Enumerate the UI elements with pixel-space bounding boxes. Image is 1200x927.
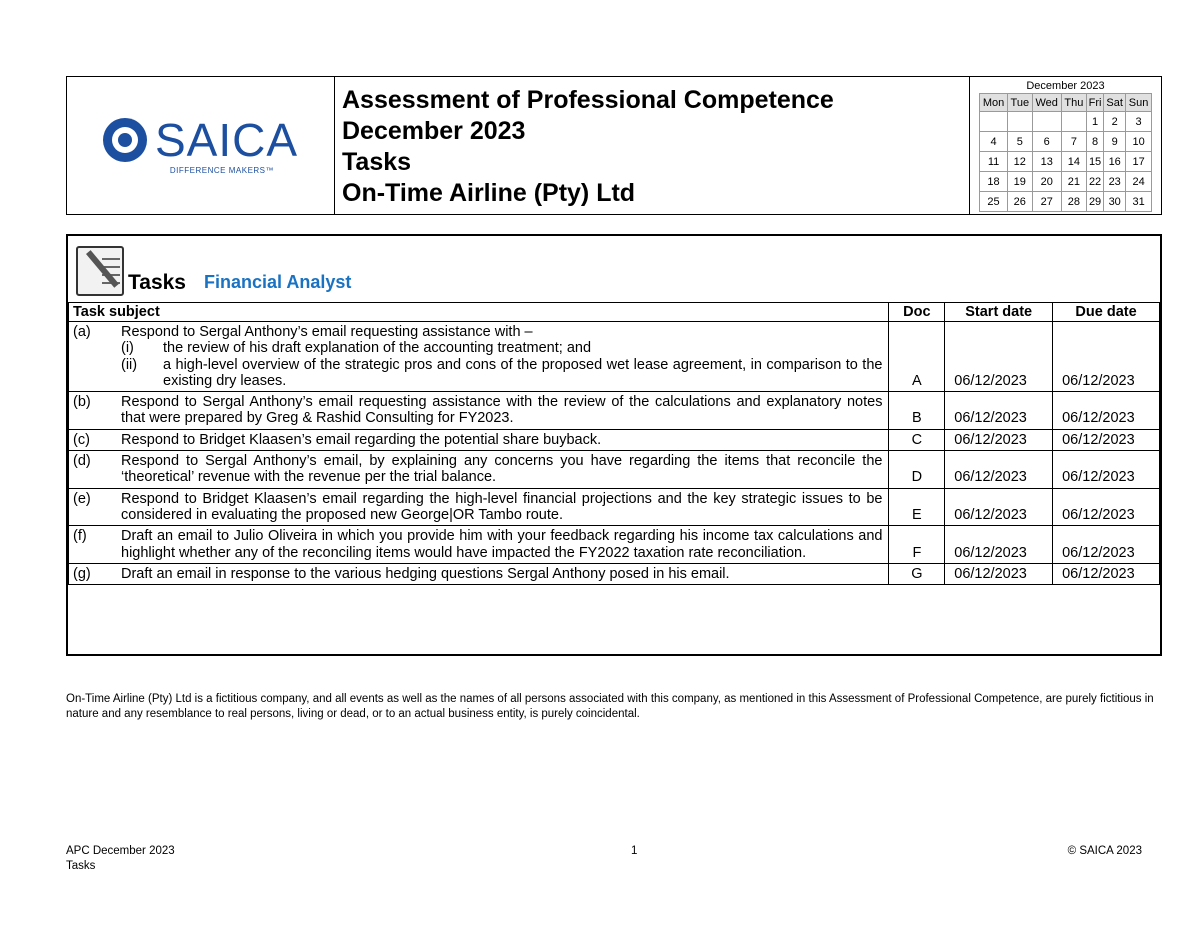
task-doc: D <box>889 451 945 489</box>
col-header-doc: Doc <box>889 303 945 322</box>
calendar-date: 15 <box>1086 152 1103 172</box>
task-code: (b) <box>73 394 91 411</box>
calendar-day-header: Mon <box>980 94 1008 112</box>
task-subject <box>69 392 889 430</box>
subitem-number: (ii) <box>121 356 138 373</box>
task-code: (a) <box>73 324 91 340</box>
disclaimer: On-Time Airline (Pty) Ltd is a fictitious company, and all events as well as the names of all persons associated with this company, as mentioned in this Assessment of Professional Competence, are purely fictitious in nature and any resemblance to real persons, living or dead, or to an actual business entity, is purely coincidental. <box>66 693 1154 720</box>
calendar-date: 10 <box>1126 132 1152 152</box>
task-code: (d) <box>73 453 91 470</box>
task-due-date: 06/12/2023 <box>1053 451 1160 489</box>
subitem-text: a high-level overview of the strategic pros and cons of the proposed wet lease agreement, in comparison to the existing dry leases. <box>163 356 883 389</box>
task-subject <box>69 322 889 392</box>
calendar-week <box>980 112 1152 132</box>
task-doc: A <box>889 322 945 392</box>
subitem-number: (i) <box>121 340 134 357</box>
task-due-date: 06/12/2023 <box>1053 488 1160 526</box>
title-line-1: Assessment of Professional Competence <box>342 86 834 114</box>
role-label: Financial Analyst <box>204 272 352 292</box>
saica-emblem-icon <box>103 118 147 162</box>
task-text: Draft an email in response to the various hedging questions Sergal Anthony posed in his email. <box>121 565 730 582</box>
calendar-day-header: Fri <box>1086 94 1103 112</box>
task-doc: C <box>889 429 945 450</box>
page-number: 1 <box>631 845 638 857</box>
task-code: (f) <box>73 528 87 545</box>
task-code: (g) <box>73 565 91 582</box>
title-line-4: On-Time Airline (Pty) Ltd <box>342 179 636 207</box>
task-subject <box>69 488 889 526</box>
task-doc: F <box>889 526 945 564</box>
calendar-week <box>980 172 1152 192</box>
calendar-day-header: Tue <box>1008 94 1032 112</box>
task-text: Respond to Bridget Klaasen’s email regarding the potential share buyback. <box>121 431 602 448</box>
task-row <box>69 563 1160 584</box>
task-row <box>69 526 1160 564</box>
task-code: (e) <box>73 490 91 507</box>
calendar-date: 2 <box>1104 112 1126 132</box>
task-table-header <box>69 303 1160 322</box>
task-row <box>69 392 1160 430</box>
task-text: Respond to Bridget Klaasen’s email regarding the high-level financial projections and the key strategic issues to be considered in evaluating the proposed new George|OR Tambo route. <box>121 490 883 523</box>
task-subject <box>69 526 889 564</box>
task-start-date: 06/12/2023 <box>945 563 1053 584</box>
calendar-date: 6 <box>1032 132 1061 152</box>
task-text: Respond to Sergal Anthony’s email requesting assistance with – <box>121 324 533 340</box>
calendar-day-header: Wed <box>1032 94 1061 112</box>
task-text: Respond to Sergal Anthony’s email requesting assistance with the review of the calculations and explanatory notes that were prepared by Greg & Rashid Consulting for FY2023. <box>121 394 883 427</box>
calendar-date <box>1061 112 1086 132</box>
calendar-date: 24 <box>1126 172 1152 192</box>
task-text: Respond to Sergal Anthony’s email, by explaining any concerns you have regarding the items that reconcile the ‘theoretical’ revenue with the revenue per the trial balance. <box>121 453 883 486</box>
task-row <box>69 451 1160 489</box>
subitem-text: the review of his draft explanation of the accounting treatment; and <box>163 340 592 357</box>
calendar-date: 31 <box>1126 192 1152 212</box>
notepad-pencil-icon <box>76 246 124 296</box>
footer-doc-name: APC December 2023 <box>66 845 175 857</box>
task-doc: B <box>889 392 945 430</box>
calendar-day-header: Thu <box>1061 94 1086 112</box>
task-row <box>69 488 1160 526</box>
footer-section: Tasks <box>66 860 96 872</box>
task-doc: G <box>889 563 945 584</box>
title-line-3: Tasks <box>342 148 412 176</box>
calendar-date: 20 <box>1032 172 1061 192</box>
calendar-date: 17 <box>1126 152 1152 172</box>
task-due-date: 06/12/2023 <box>1053 429 1160 450</box>
task-code: (c) <box>73 431 90 448</box>
calendar-week <box>980 132 1152 152</box>
calendar-date: 28 <box>1061 192 1086 212</box>
calendar-date: 23 <box>1104 172 1126 192</box>
calendar-date: 1 <box>1086 112 1103 132</box>
calendar-date <box>1032 112 1061 132</box>
calendar-date: 12 <box>1008 152 1032 172</box>
calendar-date: 25 <box>980 192 1008 212</box>
calendar-date <box>1008 112 1032 132</box>
calendar-week <box>980 192 1152 212</box>
title-line-2: December 2023 <box>342 117 526 145</box>
task-subitem <box>121 357 882 390</box>
task-due-date: 06/12/2023 <box>1053 392 1160 430</box>
task-subject <box>69 451 889 489</box>
document-header <box>66 76 1162 215</box>
calendar-date: 7 <box>1061 132 1086 152</box>
task-start-date: 06/12/2023 <box>945 526 1053 564</box>
calendar-date: 14 <box>1061 152 1086 172</box>
title-cell <box>335 77 970 214</box>
calendar <box>970 77 1161 214</box>
task-due-date: 06/12/2023 <box>1053 526 1160 564</box>
task-doc: E <box>889 488 945 526</box>
saica-logo <box>103 113 299 175</box>
logo-wordmark: SAICA <box>154 113 299 166</box>
calendar-date: 3 <box>1126 112 1152 132</box>
task-start-date: 06/12/2023 <box>945 429 1053 450</box>
task-subject <box>69 563 889 584</box>
task-table <box>68 302 1160 585</box>
task-start-date: 06/12/2023 <box>945 451 1053 489</box>
task-due-date: 06/12/2023 <box>1053 563 1160 584</box>
task-subject <box>69 429 889 450</box>
calendar-date: 19 <box>1008 172 1032 192</box>
calendar-date: 13 <box>1032 152 1061 172</box>
calendar-date: 11 <box>980 152 1008 172</box>
calendar-day-header: Sat <box>1104 94 1126 112</box>
calendar-date: 5 <box>1008 132 1032 152</box>
calendar-date: 30 <box>1104 192 1126 212</box>
task-start-date: 06/12/2023 <box>945 392 1053 430</box>
calendar-title: December 2023 <box>1026 80 1105 92</box>
calendar-date: 18 <box>980 172 1008 192</box>
calendar-date: 9 <box>1104 132 1126 152</box>
calendar-date: 21 <box>1061 172 1086 192</box>
col-header-start: Start date <box>945 303 1053 322</box>
task-subitem <box>121 340 882 356</box>
tasks-panel <box>66 234 1162 656</box>
task-start-date: 06/12/2023 <box>945 488 1053 526</box>
task-row <box>69 322 1160 392</box>
logo-cell <box>67 77 335 214</box>
logo-tagline: DIFFERENCE MAKERS™ <box>169 165 275 175</box>
calendar-grid <box>979 93 1152 212</box>
calendar-date: 27 <box>1032 192 1061 212</box>
task-row <box>69 429 1160 450</box>
tasks-label: Tasks <box>128 271 186 294</box>
task-start-date: 06/12/2023 <box>945 322 1053 392</box>
calendar-date: 4 <box>980 132 1008 152</box>
calendar-date <box>980 112 1008 132</box>
calendar-date: 16 <box>1104 152 1126 172</box>
calendar-week <box>980 152 1152 172</box>
footer-copyright: © SAICA 2023 <box>1067 845 1142 857</box>
calendar-date: 29 <box>1086 192 1103 212</box>
calendar-day-header: Sun <box>1126 94 1152 112</box>
calendar-date: 22 <box>1086 172 1103 192</box>
task-due-date: 06/12/2023 <box>1053 322 1160 392</box>
calendar-date: 26 <box>1008 192 1032 212</box>
col-header-due: Due date <box>1053 303 1160 322</box>
tasks-heading <box>68 236 1160 302</box>
col-header-subject: Task subject <box>69 303 889 322</box>
calendar-date: 8 <box>1086 132 1103 152</box>
task-text: Draft an email to Julio Oliveira in which you provide him with your feedback regarding his income tax calculations and highlight whether any of the reconciling items would have impacted the FY2022 taxation rate reconciliation. <box>121 528 883 561</box>
